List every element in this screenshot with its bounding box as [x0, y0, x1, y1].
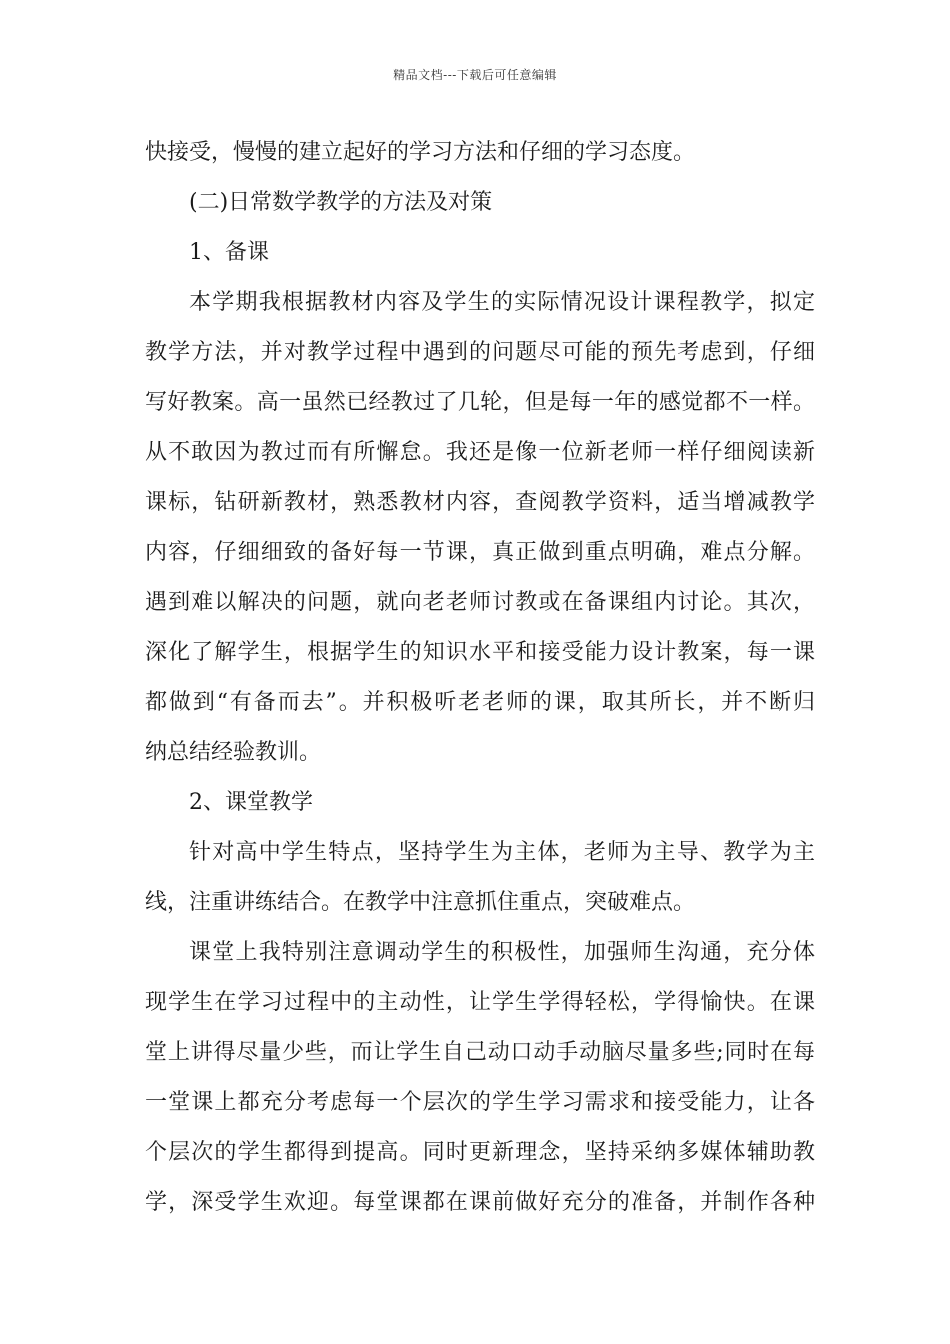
text-line: 堂上讲得尽量少些，而让学生自己动口动手动脑尽量多些;同时在每: [145, 1040, 815, 1065]
section-heading: (二)日常数学教学的方法及对策: [189, 190, 493, 215]
text-line: 内容，仔细细致的备好每一节课，真正做到重点明确，难点分解。: [145, 540, 815, 565]
text-line: 学，深受学生欢迎。每堂课都在课前做好充分的准备，并制作各种: [145, 1190, 815, 1215]
text-line: 写好教案。高一虽然已经教过了几轮，但是每一年的感觉都不一样。: [145, 390, 815, 415]
page-header: 精品文档---下载后可任意编辑: [393, 68, 557, 82]
text-line: 快接受，慢慢的建立起好的学习方法和仔细的学习态度。: [145, 140, 696, 165]
subsection-heading: 2、课堂教学: [189, 790, 313, 815]
text-line: 针对高中学生特点，坚持学生为主体，老师为主导、教学为主: [189, 840, 815, 865]
text-line: 教学方法，并对教学过程中遇到的问题尽可能的预先考虑到，仔细: [145, 340, 815, 365]
text-line: 深化了解学生，根据学生的知识水平和接受能力设计教案，每一课: [145, 640, 815, 665]
text-line: 从不敢因为教过而有所懈怠。我还是像一位新老师一样仔细阅读新: [145, 440, 815, 465]
text-line: 都做到“有备而去”。并积极听老老师的课，取其所长，并不断归: [145, 690, 815, 715]
text-line: 线，注重讲练结合。在教学中注意抓住重点，突破难点。: [145, 890, 696, 915]
text-line: 课堂上我特别注意调动学生的积极性，加强师生沟通，充分体: [189, 940, 815, 965]
text-line: 一堂课上都充分考虑每一个层次的学生学习需求和接受能力，让各: [145, 1090, 815, 1115]
subsection-heading: 1、备课: [189, 240, 269, 265]
text-line: 遇到难以解决的问题，就向老老师讨教或在备课组内讨论。其次，: [145, 590, 815, 615]
text-line: 个层次的学生都得到提高。同时更新理念，坚持采纳多媒体辅助教: [145, 1140, 815, 1165]
document-body: [145, 128, 815, 1228]
text-line: 课标，钻研新教材，熟悉教材内容，查阅教学资料，适当增减教学: [145, 490, 815, 515]
text-line: 本学期我根据教材内容及学生的实际情况设计课程教学，拟定: [189, 290, 815, 315]
text-line: 现学生在学习过程中的主动性，让学生学得轻松，学得愉快。在课: [145, 990, 815, 1015]
text-line: 纳总结经验教训。: [145, 740, 322, 765]
